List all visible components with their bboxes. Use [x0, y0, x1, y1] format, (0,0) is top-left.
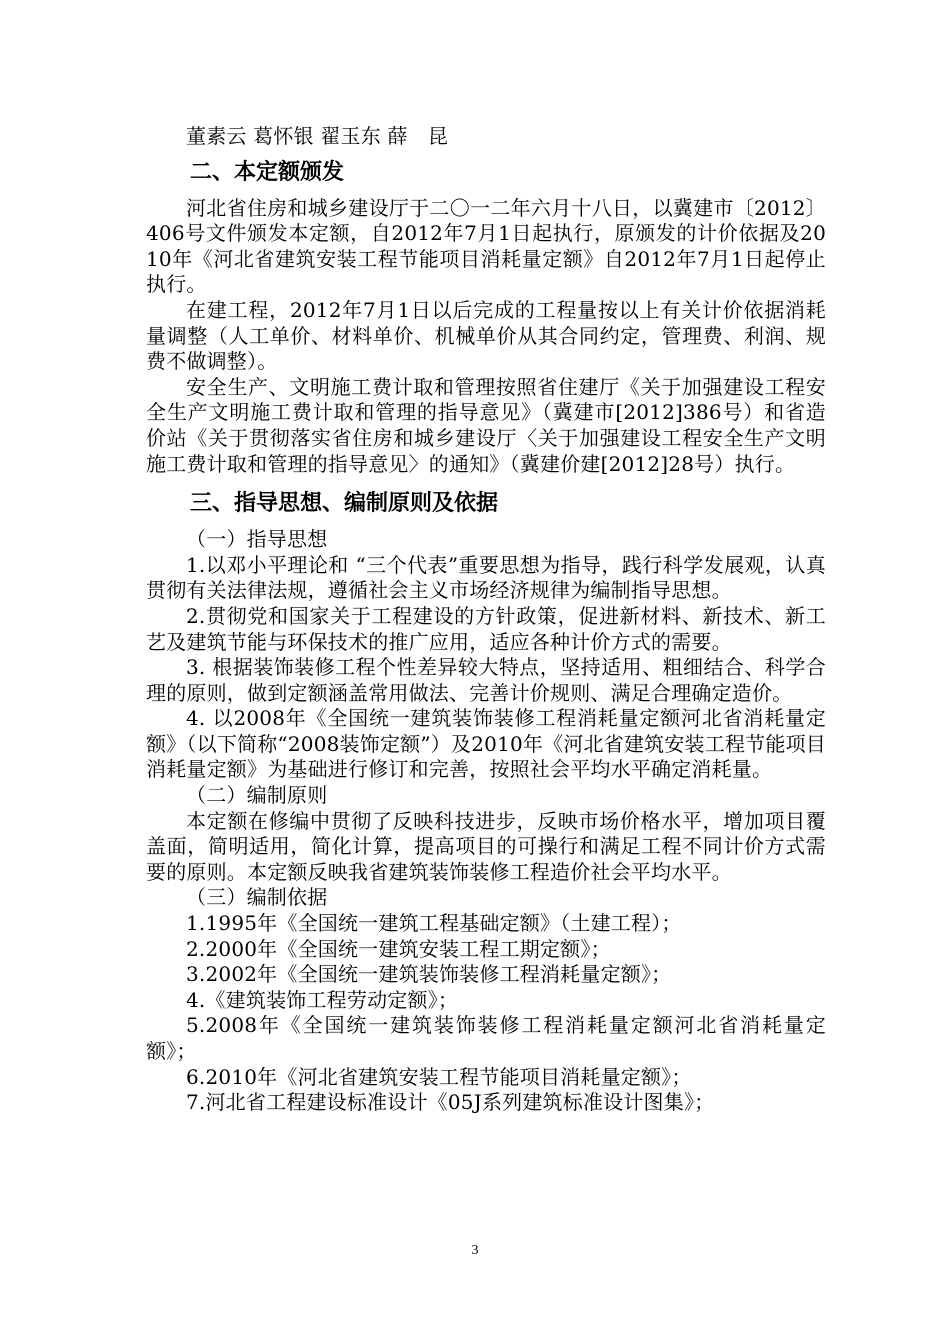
- subsection-title: （二）编制原则: [186, 783, 328, 808]
- list-item: 2.2000年《全国统一建筑安装工程工期定额》；: [186, 936, 611, 961]
- compilers-names: 董素云 葛怀银 翟玉东 薛 昆: [186, 124, 449, 148]
- section-heading-issuance: 二、本定额颁发: [190, 159, 345, 185]
- paragraph: 安全生产、文明施工费计取和管理按照省住建厅《关于加强建设工程安全生产文明施工费计取和管理的指导意见》（冀建市[2012]386号）和省造价站《关于贯彻落实省住房和城乡建设厅〈关于加强建设工程安全生产文明施工费计取和管理的指导意见〉的通知》（冀建价建[2012]28号）执行。: [146, 374, 826, 476]
- document-body: [146, 118, 826, 1116]
- list-item: 7.河北省工程建设标准设计《05J系列建筑标准设计图集》；: [186, 1090, 715, 1115]
- paragraph: 4. 以2008年《全国统一建筑装饰装修工程消耗量定额河北省消耗量定额》（以下简称“2008装饰定额”）及2010年《河北省建筑安装工程节能项目消耗量定额》为基础进行修订和完善，按照社会平均水平确定消耗量。: [146, 706, 826, 782]
- list-item: 5.2008年《全国统一建筑装饰装修工程消耗量定额河北省消耗量定额》；: [146, 1013, 826, 1063]
- paragraph: 2.贯彻党和国家关于工程建设的方针政策，促进新材料、新技术、新工艺及建筑节能与环保技术的推广应用，适应各种计价方式的需要。: [146, 603, 826, 654]
- list-item: 3.2002年《全国统一建筑装饰装修工程消耗量定额》；: [186, 962, 672, 987]
- paragraph: 3. 根据装饰装修工程个性差异较大特点，坚持适用、粗细结合、科学合理的原则，做到定额涵盖常用做法、完善计价规则、满足合理确定造价。: [146, 655, 826, 705]
- list-item: 4.《建筑装饰工程劳动定额》；: [186, 987, 459, 1012]
- subsection-title: （三）编制依据: [186, 885, 328, 910]
- section-heading-guidelines: 三、指导思想、编制原则及依据: [190, 491, 499, 517]
- paragraph: 1.以邓小平理论和 “三个代表”重要思想为指导，践行科学发展观，认真贯彻有关法律法规，遵循社会主义市场经济规律为编制指导思想。: [146, 552, 826, 603]
- paragraph: 在建工程，2012年7月1日以后完成的工程量按以上有关计价依据消耗量调整（人工单价、材料单价、机械单价从其合同约定，管理费、利润、规费不做调整）。: [146, 297, 826, 374]
- paragraph: 河北省住房和城乡建设厅于二〇一二年六月十八日，以冀建市〔2012〕406号文件颁发本定额，自2012年7月1日起执行，原颁发的计价依据及2010年《河北省建筑安装工程节能项目消耗量定额》自2012年7月1日起停止执行。: [146, 195, 826, 297]
- page-number: 3: [471, 1243, 479, 1258]
- paragraph: 本定额在修编中贯彻了反映科技进步，反映市场价格水平，增加项目覆盖面，简明适用，简化计算，提高项目的可操行和满足工程不同计价方式需要的原则。本定额反映我省建筑装饰装修工程造价社会平均水平。: [146, 808, 826, 884]
- list-item: 6.2010年《河北省建筑安装工程节能项目消耗量定额》；: [186, 1064, 692, 1089]
- subsection-title: （一）指导思想: [186, 527, 328, 552]
- list-item: 1.1995年《全国统一建筑工程基础定额》（土建工程）；: [186, 911, 682, 936]
